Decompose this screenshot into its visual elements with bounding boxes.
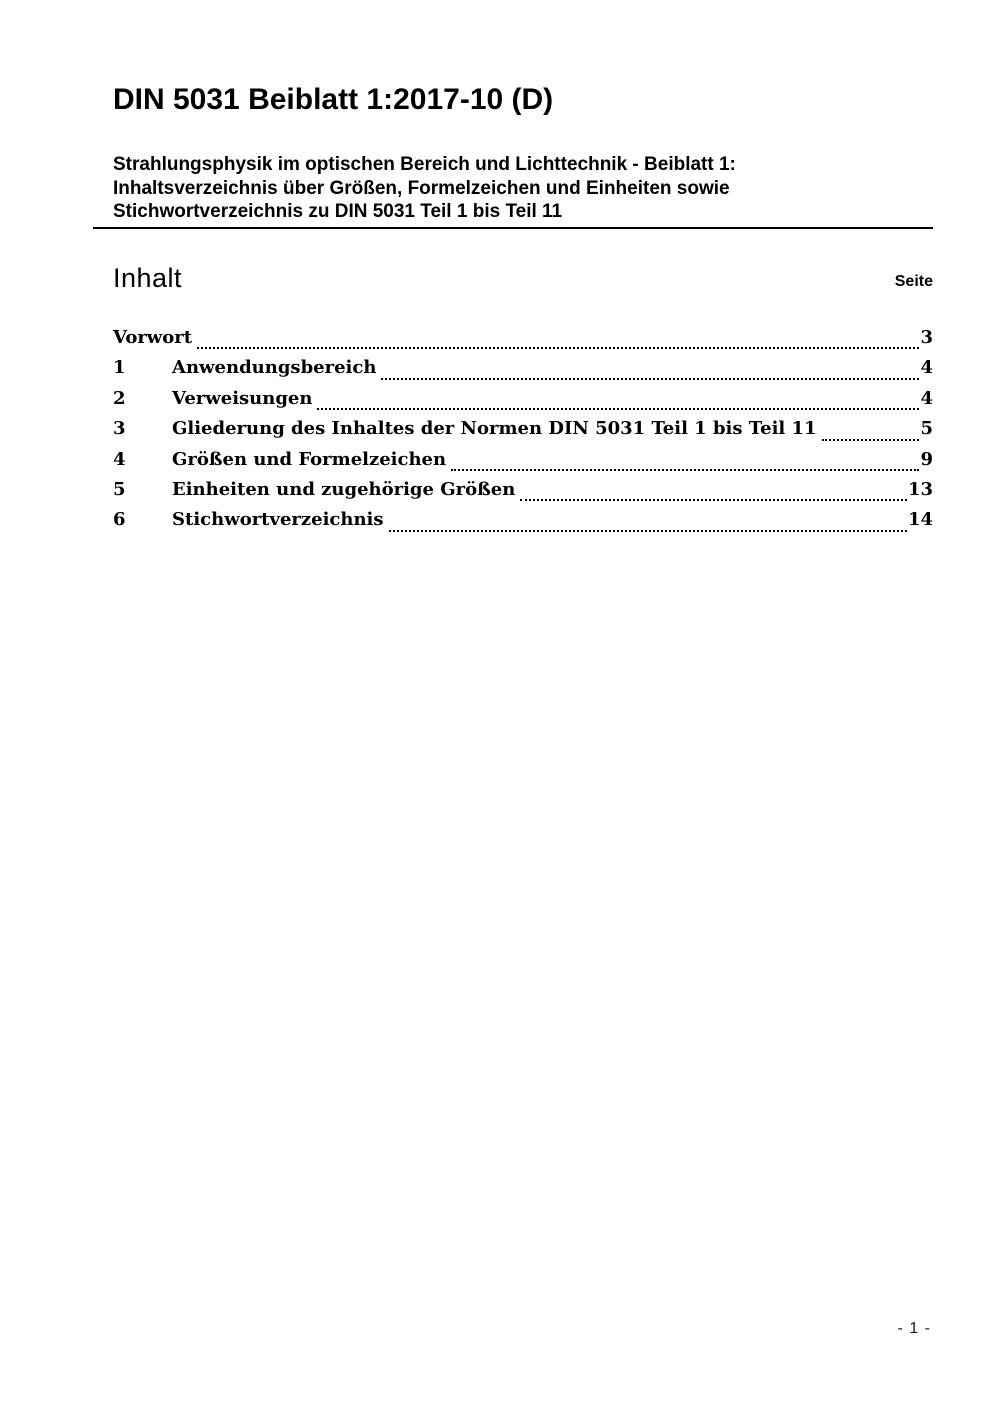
toc-entry[interactable] — [113, 479, 933, 509]
toc-heading: Inhalt — [113, 263, 183, 293]
toc-entry-number: 6 — [113, 509, 126, 531]
toc-entry[interactable] — [113, 357, 933, 387]
page-number-footer: - 1 - — [897, 1320, 931, 1337]
doc-title-line-3: Stichwortverzeichnis zu DIN 5031 Teil 1 bis Teil 11 — [113, 201, 563, 222]
toc-entry[interactable] — [113, 327, 933, 357]
toc-entry-page: 5 — [920, 418, 933, 440]
toc-entry-number: 4 — [113, 448, 126, 470]
doc-title — [113, 153, 736, 224]
toc-dot-leader — [389, 509, 907, 539]
toc-entry[interactable] — [113, 388, 933, 418]
toc-entry-number: 5 — [113, 478, 126, 500]
doc-title-line-2: Inhaltsverzeichnis über Größen, Formelzeichen und Einheiten sowie — [113, 177, 730, 199]
toc-entry[interactable] — [113, 449, 933, 479]
toc-dot-leader — [317, 388, 919, 418]
toc-entry-title: Anwendungsbereich — [172, 357, 377, 379]
toc-entry-page: 3 — [920, 327, 933, 348]
toc-page-column-label: Seite — [894, 273, 933, 290]
toc-dot-leader — [197, 327, 919, 357]
toc-entry-page: 14 — [907, 509, 933, 531]
toc-entry-title: Verweisungen — [172, 387, 313, 409]
toc-entry-title: Vorwort — [113, 327, 193, 348]
toc-entry-page: 9 — [920, 448, 933, 470]
toc-entry-title: Stichwortverzeichnis — [172, 509, 384, 531]
toc-entry-number: 1 — [113, 357, 126, 379]
toc-entry-title: Gliederung des Inhaltes der Normen DIN 5031 Teil 1 bis Teil 11 — [172, 418, 817, 440]
doc-number: DIN 5031 Beiblatt 1:2017-10 (D) — [113, 83, 554, 116]
header-divider-rule — [93, 227, 933, 229]
toc-entry-title: Größen und Formelzeichen — [172, 448, 447, 470]
doc-title-line-1: Strahlungsphysik im optischen Bereich und Lichttechnik - Beiblatt 1: — [113, 154, 736, 175]
toc-dot-leader — [381, 357, 919, 387]
toc-entry[interactable] — [113, 418, 933, 448]
toc-dot-leader — [520, 479, 907, 509]
toc-entry-page: 4 — [920, 357, 933, 379]
toc-entry-page: 13 — [907, 478, 933, 500]
toc-header — [113, 263, 933, 294]
toc-entry-number: 3 — [113, 418, 126, 440]
toc-dot-leader — [822, 418, 920, 448]
toc-entry-number: 2 — [113, 387, 126, 409]
toc-entry[interactable] — [113, 509, 933, 539]
toc-list — [113, 327, 933, 540]
toc-dot-leader — [451, 449, 919, 479]
toc-entry-title: Einheiten und zugehörige Größen — [172, 478, 516, 500]
toc-entry-page: 4 — [920, 387, 933, 409]
